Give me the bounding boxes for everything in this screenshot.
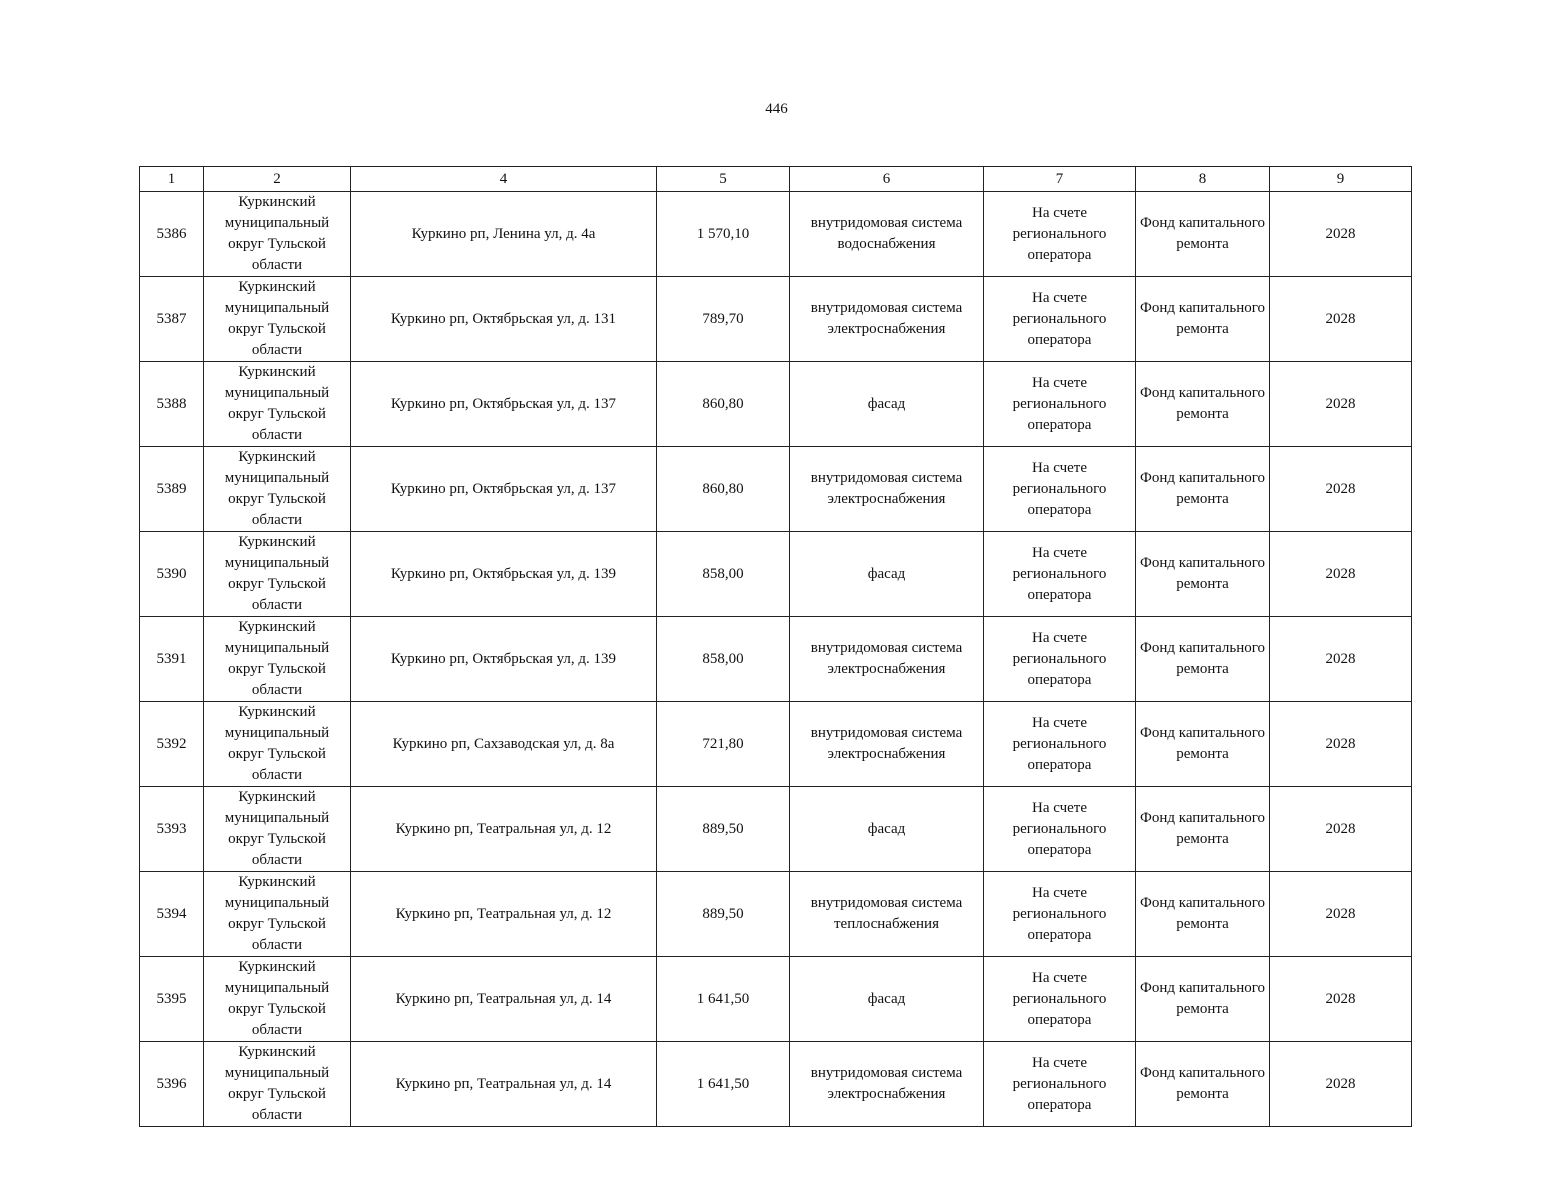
cell-municipality: Куркинский муниципальный округ Тульской области <box>204 362 351 447</box>
cell-municipality: Куркинский муниципальный округ Тульской области <box>204 872 351 957</box>
cell-row-number: 5394 <box>140 872 204 957</box>
header-row <box>140 167 1412 192</box>
cell-row-number: 5389 <box>140 447 204 532</box>
table-row <box>140 192 1412 277</box>
cell-address: Куркино рп, Ленина ул, д. 4а <box>351 192 657 277</box>
cell-area: 860,80 <box>657 447 790 532</box>
cell-work-type: внутридомовая система электроснабжения <box>790 1042 984 1127</box>
cell-row-number: 5386 <box>140 192 204 277</box>
table-row <box>140 362 1412 447</box>
header-cell-6: 6 <box>790 167 984 192</box>
cell-address: Куркино рп, Октябрьская ул, д. 139 <box>351 532 657 617</box>
cell-fund: Фонд капитального ремонта <box>1136 957 1270 1042</box>
cell-account: На счете регионального оператора <box>984 872 1136 957</box>
cell-municipality: Куркинский муниципальный округ Тульской области <box>204 277 351 362</box>
header-cell-7: 7 <box>984 167 1136 192</box>
cell-address: Куркино рп, Октябрьская ул, д. 137 <box>351 447 657 532</box>
cell-work-type: внутридомовая система водоснабжения <box>790 192 984 277</box>
cell-area: 1 641,50 <box>657 957 790 1042</box>
cell-account: На счете регионального оператора <box>984 277 1136 362</box>
table-row <box>140 957 1412 1042</box>
cell-work-type: внутридомовая система электроснабжения <box>790 277 984 362</box>
cell-work-type: внутридомовая система электроснабжения <box>790 447 984 532</box>
cell-municipality: Куркинский муниципальный округ Тульской области <box>204 1042 351 1127</box>
page-number: 446 <box>765 101 788 117</box>
cell-row-number: 5391 <box>140 617 204 702</box>
cell-work-type: фасад <box>790 362 984 447</box>
cell-fund: Фонд капитального ремонта <box>1136 447 1270 532</box>
cell-address: Куркино рп, Октябрьская ул, д. 137 <box>351 362 657 447</box>
cell-account: На счете регионального оператора <box>984 617 1136 702</box>
table-row <box>140 447 1412 532</box>
cell-area: 1 570,10 <box>657 192 790 277</box>
cell-account: На счете регионального оператора <box>984 702 1136 787</box>
cell-row-number: 5396 <box>140 1042 204 1127</box>
cell-municipality: Куркинский муниципальный округ Тульской области <box>204 702 351 787</box>
cell-address: Куркино рп, Театральная ул, д. 14 <box>351 1042 657 1127</box>
cell-address: Куркино рп, Театральная ул, д. 12 <box>351 872 657 957</box>
table-body <box>140 192 1412 1127</box>
cell-year: 2028 <box>1270 277 1412 362</box>
cell-year: 2028 <box>1270 447 1412 532</box>
cell-year: 2028 <box>1270 362 1412 447</box>
cell-address: Куркино рп, Театральная ул, д. 14 <box>351 957 657 1042</box>
cell-account: На счете регионального оператора <box>984 447 1136 532</box>
cell-year: 2028 <box>1270 872 1412 957</box>
cell-fund: Фонд капитального ремонта <box>1136 362 1270 447</box>
header-cell-9: 9 <box>1270 167 1412 192</box>
cell-work-type: внутридомовая система электроснабжения <box>790 617 984 702</box>
cell-row-number: 5388 <box>140 362 204 447</box>
cell-year: 2028 <box>1270 787 1412 872</box>
table-header <box>140 167 1412 192</box>
cell-area: 789,70 <box>657 277 790 362</box>
cell-address: Куркино рп, Октябрьская ул, д. 139 <box>351 617 657 702</box>
cell-row-number: 5395 <box>140 957 204 1042</box>
cell-fund: Фонд капитального ремонта <box>1136 192 1270 277</box>
cell-row-number: 5393 <box>140 787 204 872</box>
cell-year: 2028 <box>1270 532 1412 617</box>
cell-area: 858,00 <box>657 617 790 702</box>
cell-year: 2028 <box>1270 1042 1412 1127</box>
table-row <box>140 617 1412 702</box>
cell-work-type: внутридомовая система электроснабжения <box>790 702 984 787</box>
cell-fund: Фонд капитального ремонта <box>1136 1042 1270 1127</box>
cell-address: Куркино рп, Сахзаводская ул, д. 8а <box>351 702 657 787</box>
cell-account: На счете регионального оператора <box>984 532 1136 617</box>
table-row <box>140 277 1412 362</box>
cell-row-number: 5392 <box>140 702 204 787</box>
cell-fund: Фонд капитального ремонта <box>1136 277 1270 362</box>
cell-work-type: фасад <box>790 957 984 1042</box>
cell-year: 2028 <box>1270 617 1412 702</box>
cell-address: Куркино рп, Октябрьская ул, д. 131 <box>351 277 657 362</box>
cell-account: На счете регионального оператора <box>984 1042 1136 1127</box>
header-cell-5: 5 <box>657 167 790 192</box>
cell-fund: Фонд капитального ремонта <box>1136 532 1270 617</box>
cell-municipality: Куркинский муниципальный округ Тульской области <box>204 447 351 532</box>
cell-fund: Фонд капитального ремонта <box>1136 617 1270 702</box>
table-row <box>140 787 1412 872</box>
cell-year: 2028 <box>1270 192 1412 277</box>
cell-year: 2028 <box>1270 702 1412 787</box>
register-table <box>139 166 1412 1127</box>
cell-fund: Фонд капитального ремонта <box>1136 872 1270 957</box>
table-row <box>140 1042 1412 1127</box>
cell-municipality: Куркинский муниципальный округ Тульской области <box>204 192 351 277</box>
header-cell-4: 4 <box>351 167 657 192</box>
table-row <box>140 872 1412 957</box>
cell-municipality: Куркинский муниципальный округ Тульской области <box>204 617 351 702</box>
table-row <box>140 532 1412 617</box>
header-cell-1: 1 <box>140 167 204 192</box>
cell-work-type: фасад <box>790 532 984 617</box>
cell-row-number: 5390 <box>140 532 204 617</box>
cell-fund: Фонд капитального ремонта <box>1136 702 1270 787</box>
header-cell-8: 8 <box>1136 167 1270 192</box>
cell-municipality: Куркинский муниципальный округ Тульской области <box>204 787 351 872</box>
cell-account: На счете регионального оператора <box>984 362 1136 447</box>
cell-work-type: внутридомовая система теплоснабжения <box>790 872 984 957</box>
cell-area: 889,50 <box>657 872 790 957</box>
cell-fund: Фонд капитального ремонта <box>1136 787 1270 872</box>
cell-account: На счете регионального оператора <box>984 957 1136 1042</box>
cell-account: На счете регионального оператора <box>984 192 1136 277</box>
cell-address: Куркино рп, Театральная ул, д. 12 <box>351 787 657 872</box>
cell-account: На счете регионального оператора <box>984 787 1136 872</box>
cell-area: 858,00 <box>657 532 790 617</box>
cell-work-type: фасад <box>790 787 984 872</box>
header-cell-2: 2 <box>204 167 351 192</box>
cell-year: 2028 <box>1270 957 1412 1042</box>
cell-row-number: 5387 <box>140 277 204 362</box>
cell-area: 889,50 <box>657 787 790 872</box>
cell-area: 721,80 <box>657 702 790 787</box>
cell-municipality: Куркинский муниципальный округ Тульской области <box>204 532 351 617</box>
cell-area: 860,80 <box>657 362 790 447</box>
table-row <box>140 702 1412 787</box>
cell-municipality: Куркинский муниципальный округ Тульской области <box>204 957 351 1042</box>
cell-area: 1 641,50 <box>657 1042 790 1127</box>
